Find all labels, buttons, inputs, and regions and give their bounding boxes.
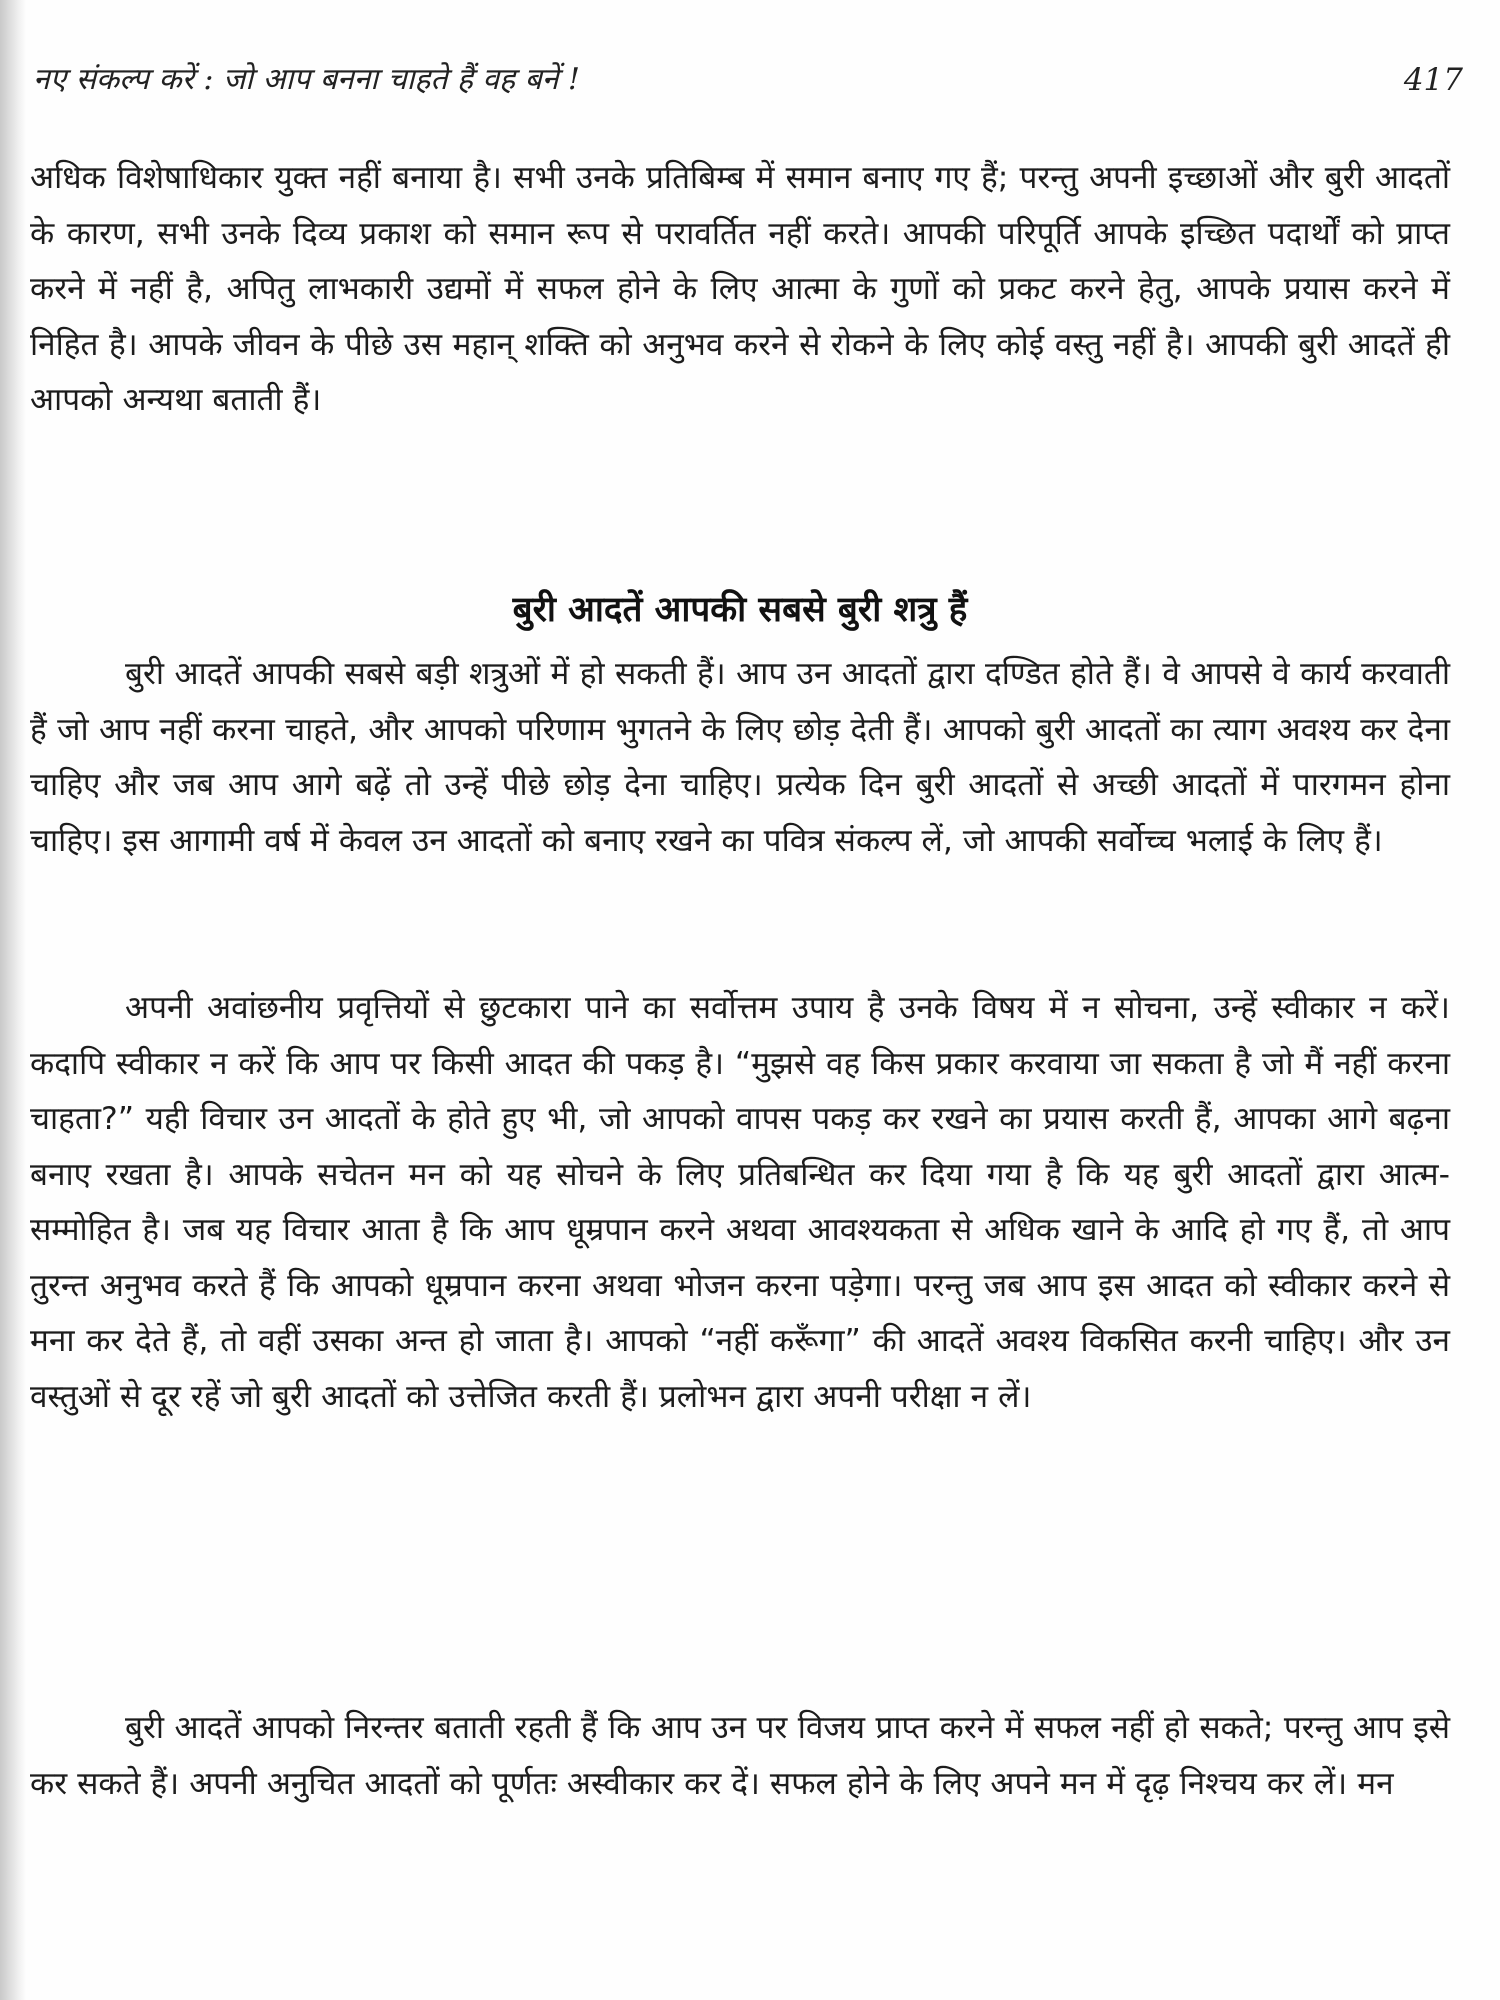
section-paragraph-1: बुरी आदतें आपकी सबसे बड़ी शत्रुओं में हो सकती हैं। आप उन आदतों द्वारा दण्डित होते हैं। वे आपसे वे कार्य करवाती हैं जो आप नहीं करना चाहते, और आपको परिणाम भुगतने के लिए छोड़ देती हैं। आपको बुरी आदतों का त्याग अवश्य कर देना चाहिए और जब आप आगे बढ़ें तो उन्हें पीछे छोड़ देना चाहिए। प्रत्येक दिन बुरी आदतों से अच्छी आदतों में पारगमन होना चाहिए। इस आगामी वर्ष में केवल उन आदतों को बनाए रखने का पवित्र संकल्प लें, जो आपकी सर्वोच्च भलाई के लिए हैं। — [30, 656, 1450, 859]
running-header — [33, 58, 1463, 108]
continued-paragraph: अधिक विशेषाधिकार युक्त नहीं बनाया है। सभी उनके प्रतिबिम्ब में समान बनाए गए हैं; परन्तु अपनी इच्छाओं और बुरी आदतों के कारण, सभी उनके दिव्य प्रकाश को समान रूप से परावर्तित नहीं करते। आपकी परिपूर्ति आपके इच्छित पदार्थों को प्राप्त करने में नहीं है, अपितु लाभकारी उद्यमों में सफल होने के लिए आत्मा के गुणों को प्रकट करने हेतु, आपके प्रयास करने में निहित है। आपके जीवन के पीछे उस महान् शक्ति को अनुभव करने से रोकने के लिए कोई वस्तु नहीं है। आपकी बुरी आदतें ही आपको अन्यथा बताती हैं। — [30, 160, 1450, 418]
section-heading: बुरी आदतें आपकी सबसे बुरी शत्रु हैं — [512, 590, 968, 630]
page-number: 417 — [1403, 62, 1463, 98]
section-paragraph-3: बुरी आदतें आपको निरन्तर बताती रहती हैं कि आप उन पर विजय प्राप्त करने में सफल नहीं हो सकते; परन्तु आप इसे कर सकते हैं। अपनी अनुचित आदतों को पूर्णतः अस्वीकार कर दें। सफल होने के लिए अपने मन में दृढ़ निश्चय कर लें। मन — [30, 1710, 1450, 1802]
running-header-title: नए संकल्प करें : जो आप बनना चाहते हैं वह बनें ! — [33, 62, 580, 97]
binding-shadow — [0, 0, 26, 2000]
section-paragraph-2: अपनी अवांछनीय प्रवृत्तियों से छुटकारा पाने का सर्वोत्तम उपाय है उनके विषय में न सोचना, उन्हें स्वीकार न करें। कदापि स्वीकार न करें कि आप पर किसी आदत की पकड़ है। “मुझसे वह किस प्रकार करवाया जा सकता है जो मैं नहीं करना चाहता?” यही विचार उन आदतों के होते हुए भी, जो आपको वापस पकड़ कर रखने का प्रयास करती हैं, आपका आगे बढ़ना बनाए रखता है। आपके सचेतन मन को यह सोचने के लिए प्रतिबन्धित कर दिया गया है कि यह बुरी आदतों द्वारा आत्म-सम्मोहित है। जब यह विचार आता है कि आप धूम्रपान करने अथवा आवश्यकता से अधिक खाने के आदि हो गए हैं, तो आप तुरन्त अनुभव करते हैं कि आपको धूम्रपान करना अथवा भोजन करना पड़ेगा। परन्तु जब आप इस आदत को स्वीकार करने से मना कर देते हैं, तो वहीं उसका अन्त हो जाता है। आपको “नहीं करूँगा” की आदतें अवश्य विकसित करनी चाहिए। और उन वस्तुओं से दूर रहें जो बुरी आदतों को उत्तेजित करती हैं। प्रलोभन द्वारा अपनी परीक्षा न लें। — [30, 990, 1450, 1415]
